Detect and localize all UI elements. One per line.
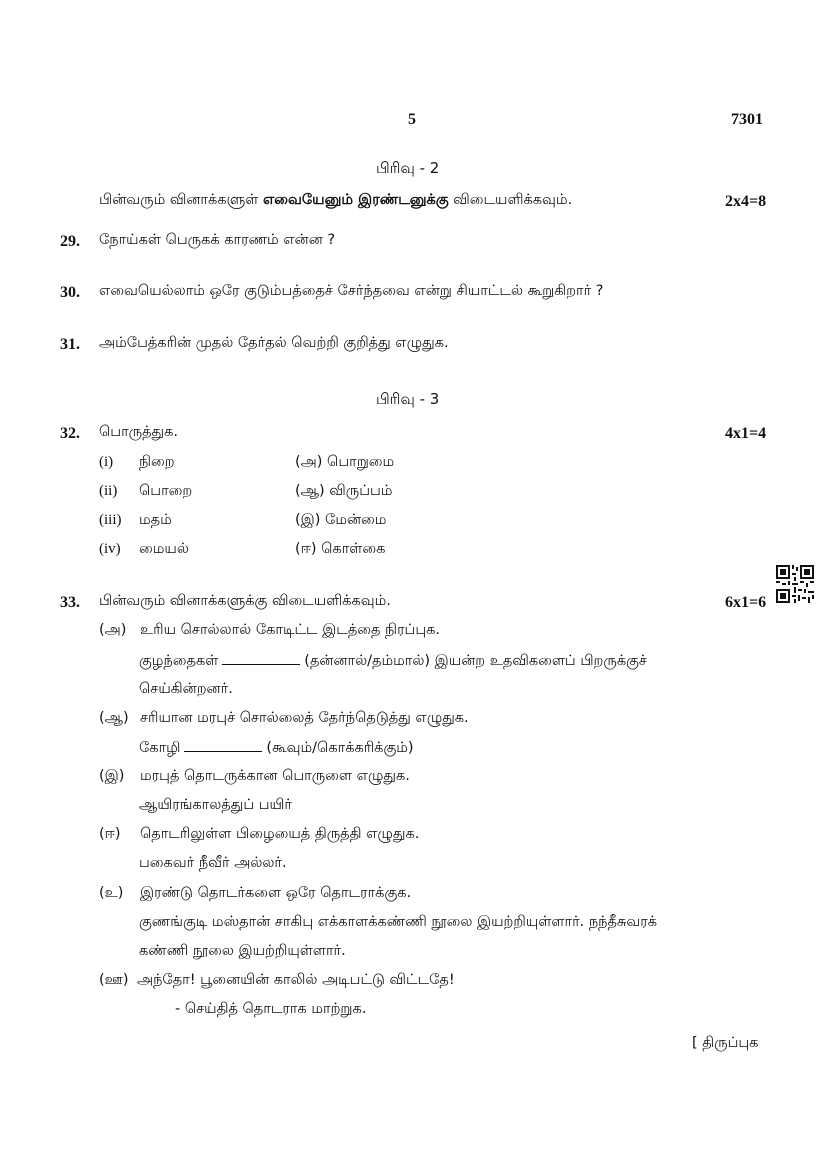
question-text: பின்வரும் வினாக்களுக்கு விடையளிக்கவும். — [99, 593, 391, 609]
match-left: மையல் — [139, 541, 189, 557]
instruction-post: விடையளிக்கவும். — [448, 192, 573, 208]
match-left: மதம் — [139, 512, 172, 528]
match-roman: (i) — [99, 454, 114, 470]
blank-line — [184, 739, 262, 752]
sub-question-text: தொடரிலுள்ள பிழையைத் திருத்தி எழுதுக. — [140, 826, 420, 842]
sub-label: (ஆ) — [99, 710, 129, 726]
fill-blank-pre: கோழி — [139, 740, 181, 756]
match-right: (இ) மேன்மை — [295, 512, 387, 528]
match-right: (ஆ) விருப்பம் — [295, 483, 393, 499]
sub-question-text: உரிய சொல்லால் கோடிட்ட இடத்தை நிரப்புக. — [140, 622, 441, 638]
section-2-title-text: பிரிவு - 2 — [376, 159, 440, 177]
sub-label: (ஊ) — [99, 972, 129, 988]
blank-line — [222, 652, 300, 665]
sub-question-line: குணங்குடி மஸ்தான் சாகிபு எக்காளக்கண்ணி நூலை இயற்றியுள்ளார். நந்தீசுவரக் — [139, 914, 658, 930]
match-right: (ஈ) கொள்கை — [295, 541, 386, 557]
q33-marks: 6x1=6 — [725, 594, 767, 611]
sub-question-text: இரண்டு தொடர்களை ஒரே தொடராக்குக. — [140, 885, 412, 901]
qr-code-icon — [776, 565, 814, 603]
sub-question-line: - செய்தித் தொடராக மாற்றுக. — [175, 1001, 367, 1017]
section-2-marks: 2x4=8 — [725, 193, 767, 210]
match-left: பொறை — [139, 483, 193, 499]
turn-over-note: [ திருப்புக — [692, 1035, 759, 1051]
question-number: 29. — [60, 233, 80, 250]
fill-blank-pre: குழந்தைகள் — [139, 653, 219, 669]
instruction-bold: எவையேனும் இரண்டனுக்கு — [262, 192, 449, 208]
section-3-title: பிரிவு - 3 — [376, 390, 440, 408]
sub-label: (உ) — [99, 885, 124, 901]
question-text: நோய்கள் பெருகக் காரணம் என்ன ? — [99, 232, 336, 248]
fill-blank-post: (கூவும்/கொக்கரிக்கும்) — [266, 740, 414, 756]
fill-blank-line — [139, 739, 414, 758]
match-roman: (iii) — [99, 512, 122, 528]
question-number: 32. — [60, 425, 80, 442]
instruction-pre: பின்வரும் வினாக்களுள் — [99, 192, 263, 208]
sub-question-line: பகைவர் நீவீர் அல்லர். — [139, 855, 287, 871]
sub-question-line: ஆயிரங்காலத்துப் பயிர் — [139, 797, 292, 813]
sub-question-text: மரபுத் தொடருக்கான பொருளை எழுதுக. — [140, 768, 410, 784]
question-text: அம்பேத்கரின் முதல் தேர்தல் வெற்றி குறித்து எழுதுக. — [99, 335, 449, 351]
question-number: 30. — [60, 284, 80, 301]
fill-blank-line — [139, 652, 647, 671]
question-text: எவையெல்லாம் ஒரே குடும்பத்தைச் சேர்ந்தவை என்று சியாட்டல் கூறுகிறார் ? — [99, 283, 604, 299]
sub-question-text: அந்தோ! பூனையின் காலில் அடிபட்டு விட்டதே! — [137, 972, 455, 988]
sub-label: (ஈ) — [99, 826, 121, 842]
match-right: (அ) பொறுமை — [295, 454, 395, 470]
sub-label: (இ) — [99, 768, 125, 784]
question-number: 33. — [60, 594, 80, 611]
q32-marks: 4x1=4 — [725, 425, 767, 442]
question-number: 31. — [60, 336, 80, 353]
section-2-instruction — [99, 192, 572, 210]
sub-question-line: கண்ணி நூலை இயற்றியுள்ளார். — [139, 943, 346, 959]
match-left: நிறை — [139, 454, 175, 470]
page-number: 5 — [408, 111, 416, 128]
sub-question-text: சரியான மரபுச் சொல்லைத் தேர்ந்தெடுத்து எழுதுக. — [140, 710, 469, 726]
match-roman: (ii) — [99, 483, 118, 499]
question-text: பொருத்துக. — [99, 424, 178, 440]
paper-code: 7301 — [731, 111, 763, 128]
fill-blank-continuation: செய்கின்றனர். — [139, 681, 233, 697]
sub-label: (அ) — [99, 622, 127, 638]
match-roman: (iv) — [99, 541, 121, 557]
fill-blank-post: (தன்னால்/தம்மால்) இயன்ற உதவிகளைப் பிறருக்குச் — [304, 653, 647, 669]
section-2-title — [376, 159, 439, 179]
